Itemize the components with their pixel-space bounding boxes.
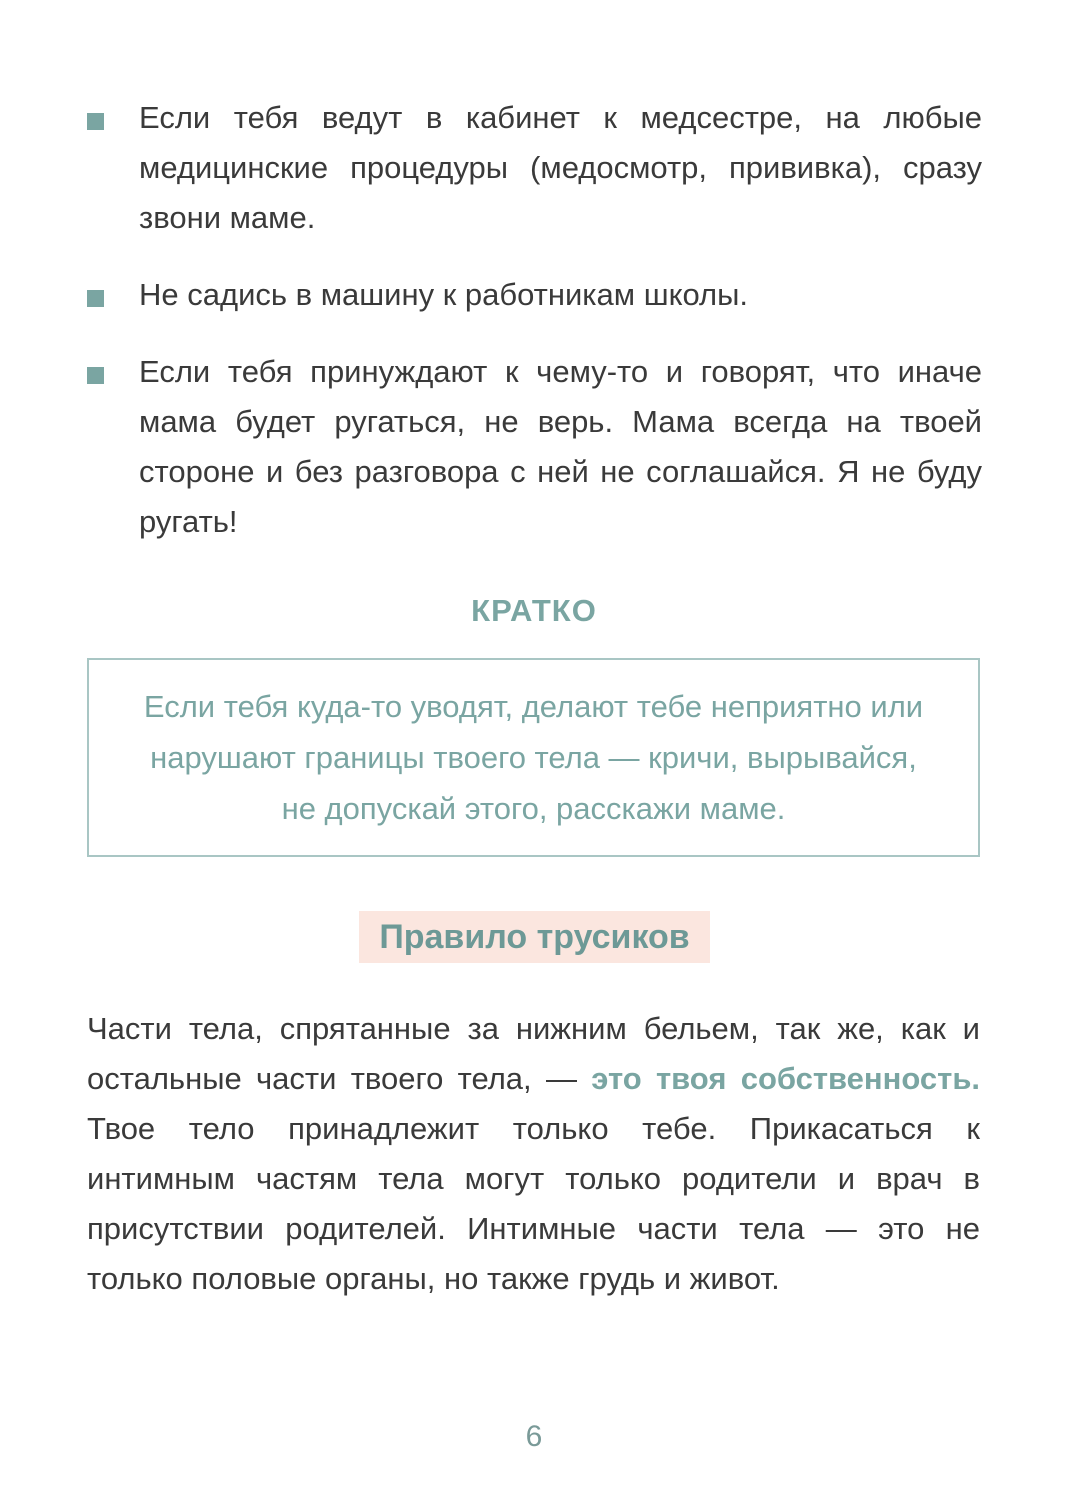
square-bullet-icon	[87, 113, 104, 130]
bullet-text: Если тебя принуждают к чему-то и говорят, что иначе мама будет ругаться, не верь. Мама всегда на твоей стороне и без разговора с ней не соглашайся. Я не буду ругать!	[139, 354, 982, 539]
page-number: 6	[525, 1420, 543, 1453]
paragraph-text: Части тела, спрятанные за нижним бельем, так же, как и остальные части твоего тела, —	[87, 1011, 980, 1096]
bullet-item	[87, 270, 982, 320]
section-heading: Правило трусиков	[359, 911, 710, 963]
summary-text: Если тебя куда-то уводят, делают тебе неприятно или нарушают границы твоего тела — кричи, вырывайся, не допускай этого, расскажи маме.	[143, 689, 924, 826]
summary-heading: КРАТКО	[471, 593, 597, 628]
bullet-list	[87, 93, 982, 574]
bullet-text: Если тебя ведут в кабинет к медсестре, на любые медицинские процедуры (медосмотр, прививка), сразу звони маме.	[139, 100, 982, 235]
body-paragraph	[87, 1004, 980, 1304]
paragraph-text: Твое тело принадлежит только тебе. Прикасаться к интимным частям тела могут только родители и врач в присутствии родителей. Интимные части тела — это не только половые органы, но также грудь и живот.	[87, 1111, 980, 1296]
highlighted-phrase: это твоя собственность.	[591, 1061, 980, 1096]
square-bullet-icon	[87, 290, 104, 307]
bullet-text: Не садись в машину к работникам школы.	[139, 277, 749, 312]
square-bullet-icon	[87, 367, 104, 384]
bullet-item	[87, 347, 982, 547]
bullet-item	[87, 93, 982, 243]
summary-box	[87, 658, 980, 857]
